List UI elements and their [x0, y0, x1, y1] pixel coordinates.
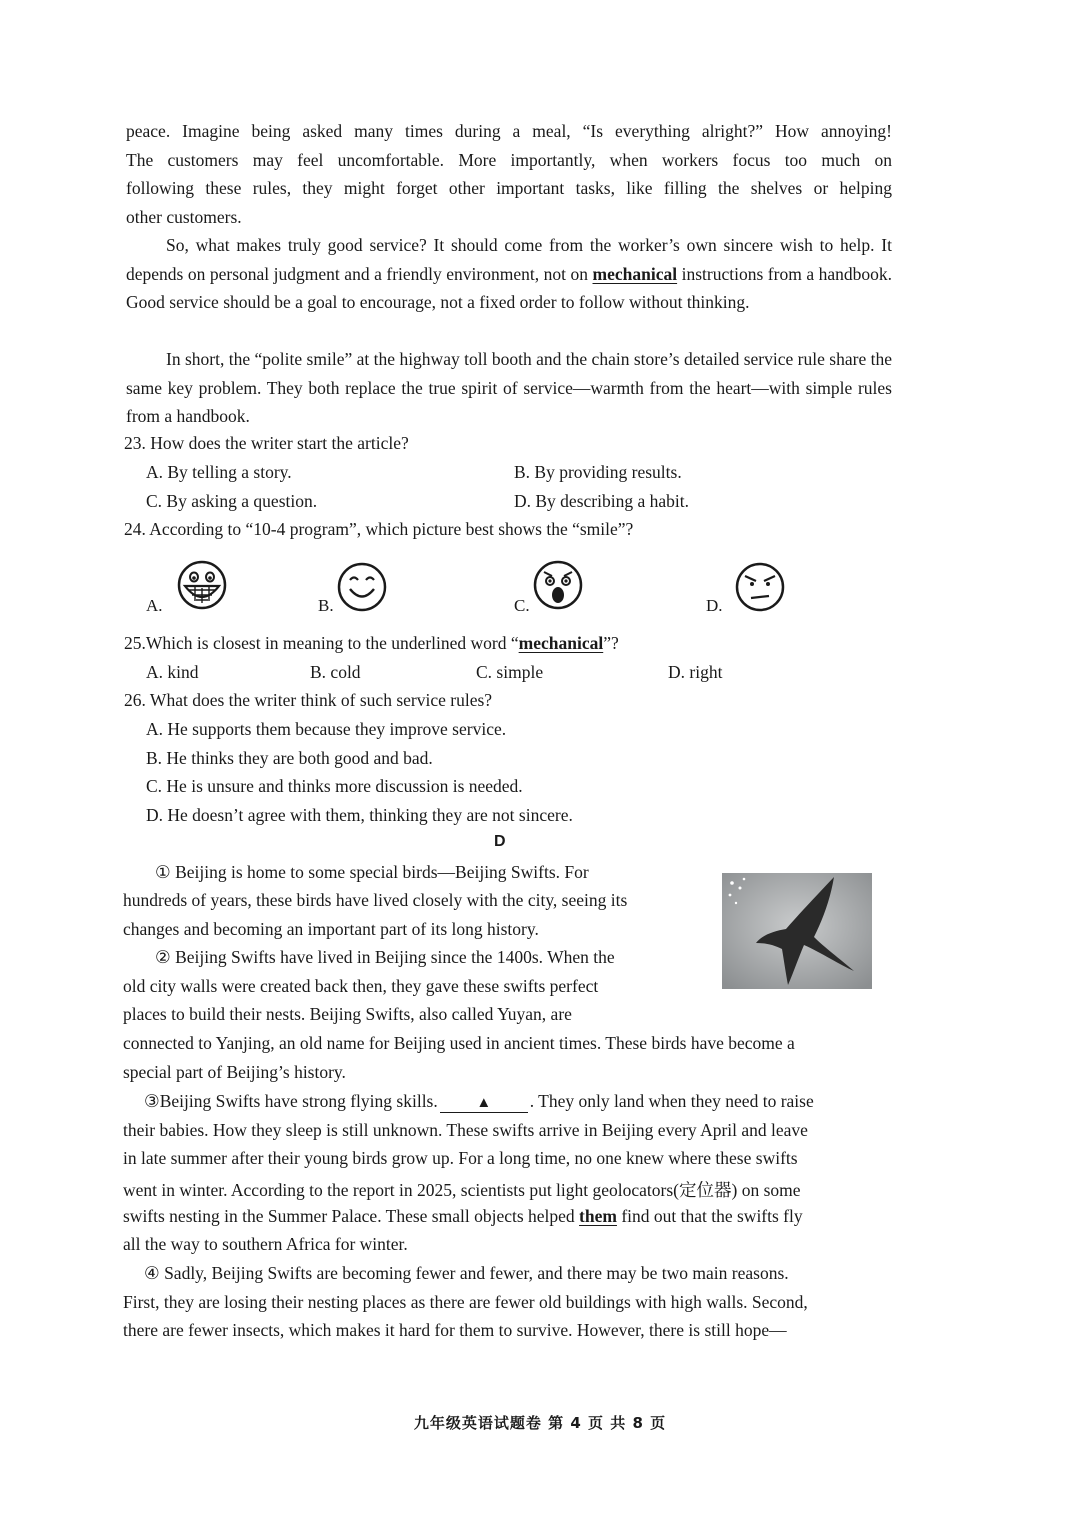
paragraph-text: So, what makes truly good service? It should come from the worker’s own sincere wish to help. It depends on personal judgment and a friendly environment, not on mechanical instructions from a handbook. Good service should be a goal to encourage, not a fixed order to follow without thinking. — [126, 235, 892, 313]
text-line: special part of Beijing’s history. — [123, 1062, 346, 1082]
text-line: hundreds of years, these birds have lived closely with the city, seeing its — [123, 890, 628, 910]
text-line: ② Beijing Swifts have lived in Beijing since the 1400s. When the — [155, 947, 615, 967]
triangle-icon: ▲ — [476, 1095, 492, 1111]
question-23-option-c: C. By asking a question. — [146, 491, 318, 511]
text-line: peace. Imagine being asked many times during a meal, “Is everything alright?” How annoying! — [126, 121, 892, 141]
question-26-option-b: B. He thinks they are both good and bad. — [146, 748, 433, 768]
text-line: changes and becoming an important part of its long history. — [123, 919, 539, 939]
text-line: their babies. How they sleep is still unknown. These swifts arrive in Beijing every April and leave — [123, 1120, 808, 1140]
passage-c-paragraph-2 — [126, 231, 892, 317]
question-25-option-d: D. right — [668, 662, 723, 682]
text-line: First, they are losing their nesting places as there are fewer old buildings with high walls. Second, — [123, 1292, 808, 1312]
shocked-face-icon — [532, 560, 584, 610]
text-line: all the way to southern Africa for winter. — [123, 1234, 408, 1254]
question-23-option-b: B. By providing results. — [514, 462, 682, 482]
text-line: went in winter. According to the report in 2025, scientists put light geolocators(定位器) on some — [123, 1180, 801, 1200]
text-line: ① Beijing is home to some special birds—Beijing Swifts. For — [155, 862, 589, 882]
text-line: connected to Yanjing, an old name for Beijing used in ancient times. These birds have become a — [123, 1033, 795, 1053]
question-25-option-a: A. kind — [146, 662, 199, 682]
question-24-label-a: A. — [146, 596, 163, 615]
paragraph-text: In short, the “polite smile” at the highway toll booth and the chain store’s detailed service rule share the same key problem. They both replace the true spirit of service—warmth from the heart—with simple rules from a handbook. — [126, 349, 892, 427]
text-line: old city walls were created back then, they gave these swifts perfect — [123, 976, 599, 996]
text-line: ④ Sadly, Beijing Swifts are becoming fewer and fewer, and there may be two main reasons. — [144, 1263, 789, 1283]
text-line: The customers may feel uncomfortable. More importantly, when workers focus too much on — [126, 149, 892, 170]
question-26-option-c: C. He is unsure and thinks more discussion is needed. — [146, 776, 523, 796]
text-line: ③Beijing Swifts have strong flying skills. ▲ . They only land when they need to raise — [144, 1091, 814, 1111]
question-25-stem: 25.Which is closest in meaning to the underlined word “mechanical”? — [124, 633, 619, 653]
page-footer: 九年级英语试题卷 第 4 页 共 8 页 — [413, 1414, 667, 1432]
question-23-stem: 23. How does the writer start the article? — [124, 433, 409, 453]
underlined-word-mechanical: mechanical — [592, 263, 678, 284]
question-24-label-b: B. — [318, 596, 334, 615]
passage-c-paragraph-1 — [126, 117, 892, 231]
question-25-option-b: B. cold — [310, 662, 361, 682]
underlined-word-mechanical: mechanical — [518, 633, 604, 653]
question-26-option-a: A. He supports them because they improve service. — [146, 719, 507, 739]
smile-face-icon — [336, 562, 388, 612]
question-24-stem: 24. According to “10-4 program”, which picture best shows the “smile”? — [124, 519, 634, 539]
question-24-label-c: C. — [514, 596, 530, 615]
text-line: places to build their nests. Beijing Swifts, also called Yuyan, are — [123, 1004, 572, 1024]
section-heading-d: D — [494, 833, 506, 850]
text-line: there are fewer insects, which makes it hard for them to survive. However, there is still hope— — [123, 1320, 787, 1340]
text-line: swifts nesting in the Summer Palace. These small objects helped them find out that the swifts fly — [123, 1206, 803, 1226]
question-26-stem: 26. What does the writer think of such service rules? — [124, 690, 493, 710]
passage-c-paragraph-3 — [126, 345, 892, 431]
question-26-option-d: D. He doesn’t agree with them, thinking they are not sincere. — [146, 805, 573, 825]
big-grin-face-icon — [175, 560, 227, 610]
swift-bird-photo — [722, 873, 872, 989]
answer-blank — [440, 1094, 528, 1113]
frown-face-icon — [734, 562, 786, 612]
text-line: following these rules, they might forget other important tasks, like filling the shelves or helping — [126, 178, 892, 199]
question-25-option-c: C. simple — [476, 662, 544, 682]
underlined-word-them: them — [579, 1206, 617, 1226]
question-23-option-a: A. By telling a story. — [146, 462, 292, 482]
text-line: other customers. — [126, 206, 242, 227]
question-23-option-d: D. By describing a habit. — [514, 491, 689, 511]
text-line: in late summer after their young birds grow up. For a long time, no one knew where these swifts — [123, 1148, 798, 1168]
question-24-label-d: D. — [706, 596, 723, 615]
